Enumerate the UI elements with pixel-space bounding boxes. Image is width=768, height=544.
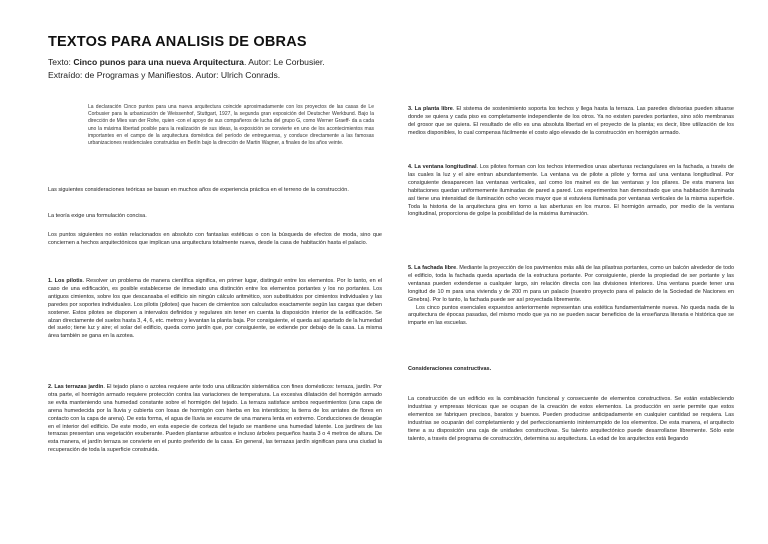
right-column-pt3 xyxy=(408,106,734,138)
paragraph-points-intro: Los puntos siguientes no están relacionados en absoluto con fantasías estéticas o con la búsqueda de efectos de moda, sino que conciernen a hechos arquitectónicos que implican una arquitectura totalmente nueva, desde la casa de habitación hasta el palacio. xyxy=(48,232,382,246)
point-3-heading: 3. La planta libre xyxy=(408,106,453,112)
point-2-heading: 2. Las terrazas jardín xyxy=(48,384,104,390)
right-column-last xyxy=(408,396,734,443)
point-5-heading: 5. La fachada libre xyxy=(408,265,457,271)
point-5 xyxy=(408,265,734,305)
point-2-body: . El tejado plano o azotea requiere ante todo una utilización sistemática con fines domésticos: terraza, jardín. Por otra parte, el hormigón armado requiere protección contra las variaciones de temperatura. La excesiva dilatación del hormigón armado se evita manteniendo una humedad constante sobre el hormigón del tejado. La terraza satisface ambos requerimientos (una capa de arena humedecida por la lluvia y cubierta con losas de hormigón con hierba en los intersticios; la tierra de los arriates de flores en contacto con la capa de arena). De esta forma, el agua de lluvia se escurre de una manera lenta en extremo. Conducciones de desagüe en el interior del edificio. De este modo, en esta especie de corteza del tejado se mantiene una humedad latente. Los jardines de las terrazas presentan una vegetación exuberante. Pueden plantarse arbustos e incluso árboles pequeños hasta 3 o 4 metros de altura. De esta manera, el jardín terraza se convierte en el punto preferido de la casa. En general, las terrazas jardín significan para una ciudad la recuperación de toda la superficie construida. xyxy=(48,384,382,454)
intro-paragraph: La declaración Cinco puntos para una nueva arquitectura coincide aproximadamente con los proyectos de las casas de Le Corbusier para la urbanización de Weissenhof, Stuttgart, 1927, la segunda gran exposición del Deutscher Werkbund. Bajo la dirección de Mies van der Rohe, quien -con el apoyo de sus compañeros de lucha del grupo G, como Werner Graeff- da a cada uno la máxima libertad posible para la realización de sus ideas, la exposición se convierte en uno de los acontecimientos mas importantes en el campo de la arquitectura doméstica del período de entreguerras, y conduce directamente a las famosas urbanizaciones residenciales construidas en Berlín bajo la dirección de Martin Wagner, a finales de los años veinte. xyxy=(88,104,374,147)
point-5-body: . Mediante la proyección de los pavimentos más allá de las pilastras portantes, como un balcón alrededor de todo el edificio, toda la fachada queda apartada de la estructura portante. Por consiguiente, pierde la propiedad de ser portante y las ventanas pueden extenderse a cualquier largo, sin relación directa con las divisiones interiores. Una ventana puede tener una longitud de 10 m para una vivienda y de 200 m para un palacio (nuestro proyecto para el palacio de la Sociedad de Naciones en Ginebra). Por lo tanto, la fachada puede ser así proyectada libremente. xyxy=(408,265,734,303)
source-line xyxy=(48,56,325,69)
section-title-constructive: Consideraciones constructivas. xyxy=(408,366,492,372)
source-title: Cinco punos para una nueva Arquitectura xyxy=(73,57,244,67)
left-column-p3 xyxy=(48,232,382,248)
left-column-p2 xyxy=(48,213,382,221)
left-column xyxy=(48,187,382,195)
extract-line: Extraído: de Programas y Manifiestos. Autor: Ulrich Conrads. xyxy=(48,70,281,80)
paragraph-construction: La construcción de un edificio es la combinación funcional y consecuente de elementos constructivos. Se están estableciendo industrias y empresas técnicas que se ocupan de la creación de estos elementos. La producción en serie permite que estos elementos se fabriquen precisos, baratos y buenos. Pueden producirse anticipadamente en cualquier cantidad se requiera. Las industrias se ocuparán del completamiento y del perfeccionamiento ininterrumpido de los elementos. De esta manera, el arquitecto tiene a su disposición una caja de unidades constructivas. Su talento arquitectónico puede desarrollarse libremente. Sólo este talento, a través del programa de construcción, determina su arquitectura. La edad de los arquitectos está llegando xyxy=(408,396,734,442)
point-1 xyxy=(48,278,382,341)
page-title: TEXTOS PARA ANALISIS DE OBRAS xyxy=(48,34,307,50)
point-2 xyxy=(48,384,382,455)
paragraph-considerations: Las siguientes consideraciones teóricas se basan en muchos años de experiencia práctica en el terreno de la construcción. xyxy=(48,187,349,193)
point-1-body: . Resolver un problema de manera científica significa, en primer lugar, distinguir entre los elementos. Por lo tanto, en el caso de una edificación, es posible establecerse de inmediato una distinción entre los elementos portantes y los no portantes. Los antiguos cimientos, sobre los que descansaba el edificio sin ningún cálculo aritmético, son substituidos por cimientos individuales y las paredes por soportes individuales. Los pilotis (pilotes) que hacen de cimientos son calculados exactamente según las cargas que deben sostener. Estos pilotes se disponen a intervalos definidos y regulares sin tener en cuenta la disposición interior de la edificación. Se alzan directamente del suelos hasta 3, 4, 6, etc. metros y levantan la planta baja. Por consiguiente, el queda así apartado de la humedad del suelo; tiene luz y aire; el solar del edificio, queda como jardín que, por consiguiente, se extiende por debajo de la casa. La misma área también se gana en la azotea. xyxy=(48,278,382,340)
point-4 xyxy=(408,164,734,219)
source-prefix: Texto: xyxy=(48,57,74,67)
left-column-pt1 xyxy=(48,278,382,341)
paragraph-theory: La teoría exige una formulación concisa. xyxy=(48,213,147,219)
point-4-body: . Los pilotes forman con los techos intermedios unas aberturas rectangulares en la fachada, a través de las cuales la luz y el aire entran abundantemente. La ventana va de pilote a pilote y forma así una ventana longitudinal. Por consiguiente desaparecen las ventanas verticales, así como los mainel es de las ventanas y los pilares. De esta manera las habitaciones quedan uniformemente iluminadas de pared a pared. Los experimentos han demostrado que una habitación iluminada así tiene una intensidad de iluminación ocho veces mayor que si estuviera iluminada por ventanas verticales de la misma superficie. Toda la historia de la arquitectura gira en torno a las aberturas en los muros. El hormigón armado, por medio de la ventana longitudinal, proporciona de golpe la posibilidad de la máxima iluminación. xyxy=(408,164,734,218)
point-1-heading: 1. Los pilotis xyxy=(48,278,83,284)
point-3-body: . El sistema de sostenimiento soporta los techos y llega hasta la terraza. Las paredes divisorias pueden situarse donde se quiera y cada piso es completamente independiente de los otros. Ya no existen paredes portantes, sino sólo membranas del grosor que se quiera. El resultado de ello es una absoluta libertad en el proyecto de la planta; es decir, libre utilización de los medios disponibles, lo cual compensa fácilmente el costo algo elevado de la construcción en hormigón armado. xyxy=(408,106,734,136)
left-column-pt2 xyxy=(48,384,382,455)
right-column-pt5 xyxy=(408,265,734,328)
right-column-pt4 xyxy=(408,164,734,219)
source-author: . Autor: Le Corbusier. xyxy=(243,57,325,67)
right-column-section xyxy=(408,366,734,374)
point-3 xyxy=(408,106,734,138)
five-points-summary: Los cinco puntos esenciales expuestos anteriormente representan una estética fundamentalmente nueva. No queda nada de la arquitectura de épocas pasadas, del mismo modo que ya no se pueden sacar beneficios de la enseñanza literaria e histórica que se imparte en las escuelas. xyxy=(408,304,734,327)
point-4-heading: 4. La ventana longitudinal xyxy=(408,164,477,170)
